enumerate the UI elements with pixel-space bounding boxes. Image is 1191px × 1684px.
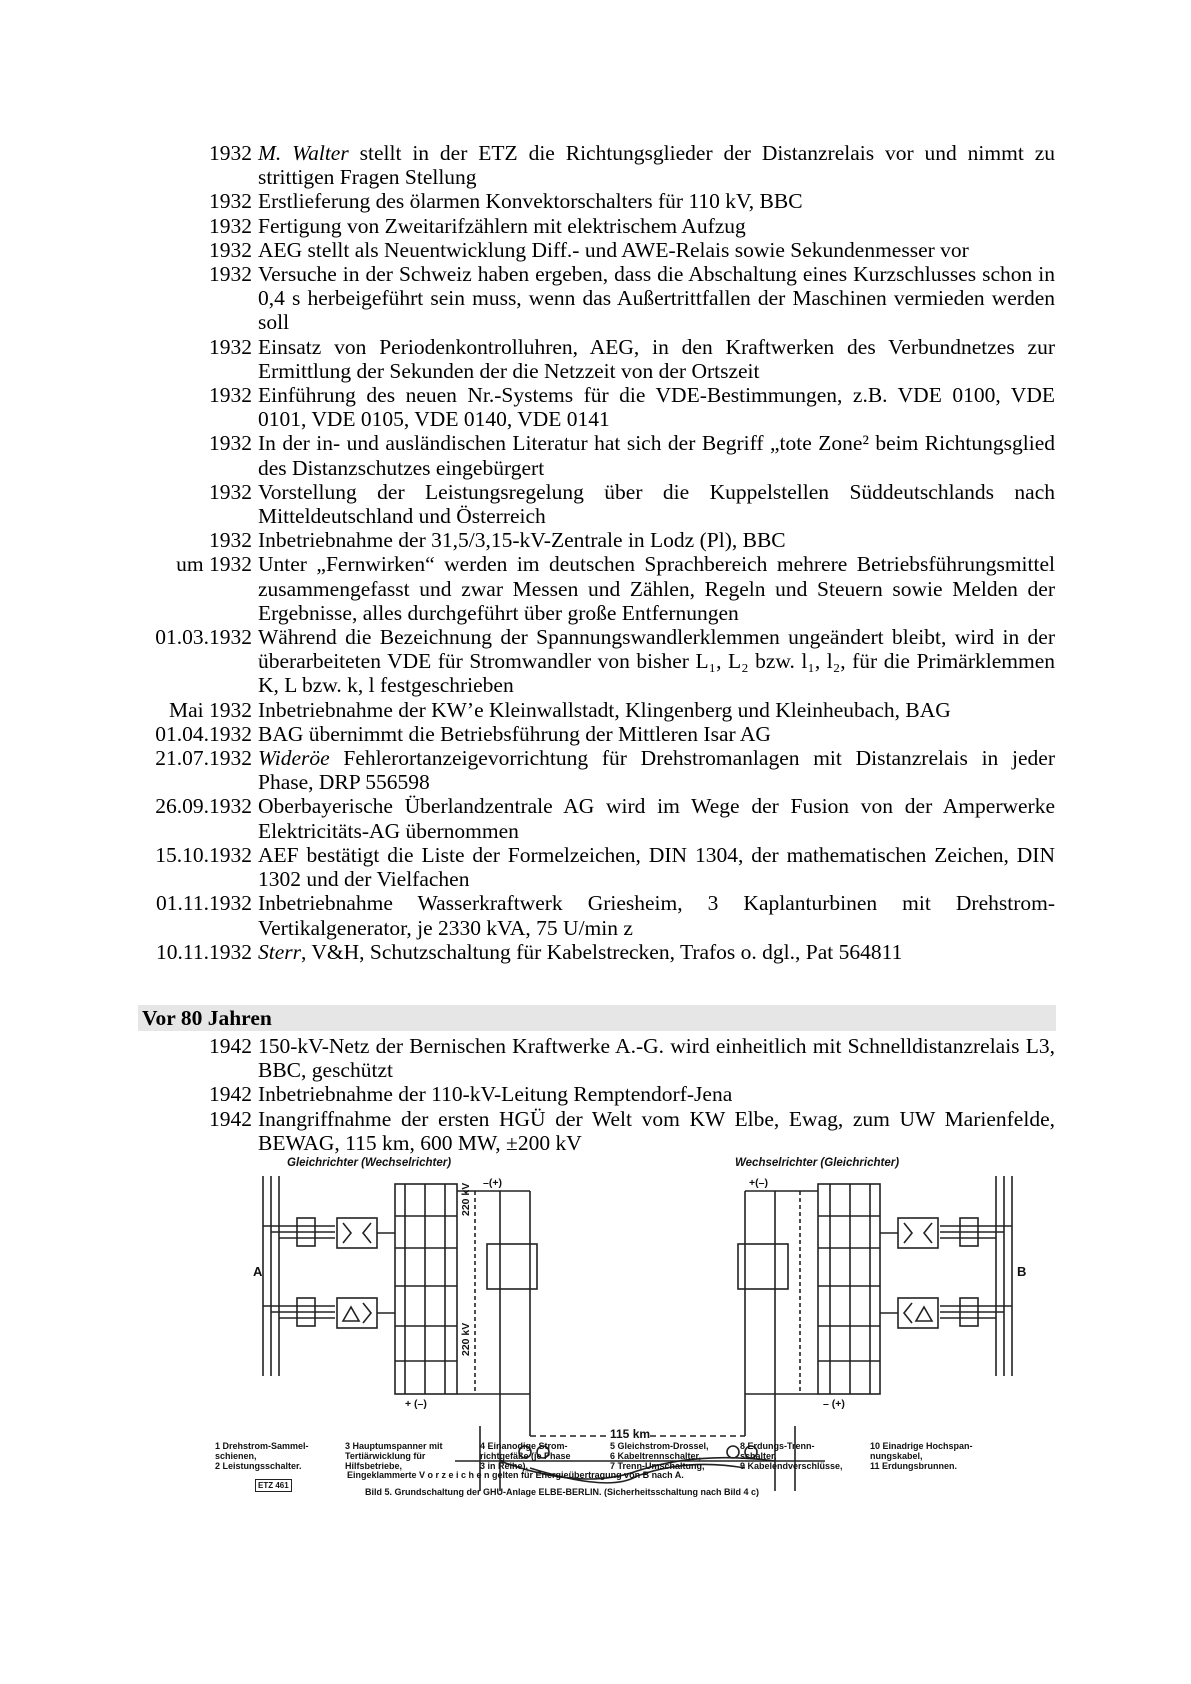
chronology-entry — [140, 189, 1055, 213]
entry-date: 1942 — [209, 1034, 252, 1058]
chronology-list-1932 — [140, 141, 1055, 964]
legend-column — [870, 1441, 973, 1471]
legend-item: schienen, — [215, 1451, 257, 1461]
entry-text-part: Inbetriebnahme der KW’e Kleinwallstadt, Klingenberg und Kleinheubach, BAG — [258, 697, 951, 722]
entry-text-part: Fertigung von Zweitarifzählern mit elektrischem Aufzug — [258, 213, 746, 238]
entry-text — [258, 383, 1055, 431]
legend-item: 6 Kabeltrennschalter, — [610, 1451, 702, 1461]
chronology-entry — [140, 431, 1055, 479]
chronology-entry — [140, 480, 1055, 528]
entry-text-part: Oberbayerische Überlandzentrale AG wird im Wege der Fusion von der Amperwerke Elektricitäts-AG übernommen — [258, 794, 1055, 843]
entry-person-name: M. Walter — [258, 141, 349, 165]
entry-text — [258, 1034, 1055, 1082]
legend-item: Tertiärwicklung für — [345, 1451, 426, 1461]
chronology-entry — [140, 238, 1055, 262]
entry-date: 01.03.1932 — [155, 625, 252, 650]
entry-text — [258, 189, 1055, 213]
entry-date: 1932 — [209, 262, 252, 287]
chronology-entry — [140, 141, 1055, 189]
legend-column — [345, 1441, 443, 1471]
entry-person-name: Sterr — [258, 939, 301, 964]
legend-item: richtgefäße (je Phase — [480, 1451, 571, 1461]
section-heading: Vor 80 Jahren — [138, 1005, 1056, 1031]
legend-note: Eingeklammerte V o r z e i c h e n gelten für Energieübertragung von B nach A. — [347, 1470, 684, 1480]
entry-text-part: Während die Bezeichnung der Spannungswandlerklemmen ungeändert bleibt, wird in der überarbeiteten VDE für Stromwandler von bisher L₁, L₂ bzw. l₁, l₂, für die Primärklemmen K, L bzw. k, l festgeschrieben — [258, 625, 1055, 698]
polarity-right-bottom: – (+) — [823, 1398, 845, 1410]
legend-item: 3 Hauptumspanner mit — [345, 1441, 443, 1451]
entry-text-part: Erstlieferung des ölarmen Konvektorschalters für 110 kV, BBC — [258, 189, 803, 214]
legend-item: nungskabel, — [870, 1451, 923, 1461]
voltage-label-lower: 220 kV — [460, 1322, 472, 1356]
polarity-left-bottom: + (–) — [405, 1398, 427, 1410]
busbar-label-b: B — [1017, 1264, 1027, 1279]
legend-item: schalter, — [740, 1451, 777, 1461]
polarity-right-top: +(–) — [749, 1177, 768, 1189]
entry-text — [258, 891, 1055, 939]
entry-person-name: Wideröe — [258, 746, 330, 771]
entry-text — [258, 746, 1055, 794]
legend-item: 7 Trenn-Umschaltung, — [610, 1461, 705, 1471]
chronology-entry — [140, 746, 1055, 794]
entry-text-part: BAG übernimmt die Betriebsführung der Mittleren Isar AG — [258, 721, 771, 746]
left-station-title: Gleichrichter (Wechselrichter) — [287, 1157, 452, 1169]
figure-caption: Bild 5. Grundschaltung der GHU-Anlage ELBE-BERLIN. (Sicherheitsschaltung nach Bild 4 c) — [365, 1487, 760, 1497]
chronology-entry — [140, 843, 1055, 891]
entry-text-part: Unter „Fernwirken“ werden im deutschen Sprachbereich mehrere Betriebsführungsmittel zusammengefasst und zwar Messen und Zählen, Regeln und Steuern sowie Melden der Ergebnisse, alles durchgeführt über große Entfernungen — [258, 552, 1055, 625]
entry-text — [258, 625, 1055, 698]
entry-text — [258, 698, 1055, 722]
entry-text-part: Fehlerortanzeigevorrichtung für Drehstromanlagen mit Distanzrelais in jeder Phase, DRP 556598 — [258, 746, 1055, 795]
entry-text — [258, 214, 1055, 238]
chronology-entry — [140, 891, 1055, 939]
chronology-entry — [140, 383, 1055, 431]
entry-text — [258, 552, 1055, 625]
entry-text — [258, 480, 1055, 528]
entry-text-part: In der in- und ausländischen Literatur hat sich der Begriff „tote Zone² beim Richtungsglied des Distanzschutzes eingebürgert — [258, 431, 1055, 480]
entry-text — [258, 1107, 1055, 1155]
entry-text-part: , V&H, Schutzschaltung für Kabelstrecken, Trafos o. dgl., Pat 564811 — [301, 939, 903, 964]
chronology-entry — [140, 214, 1055, 238]
entry-text — [258, 528, 1055, 552]
chronology-entry — [140, 794, 1055, 842]
entry-date: 26.09.1932 — [155, 794, 252, 819]
entry-date: 10.11.1932 — [156, 939, 252, 964]
entry-date: 1932 — [209, 383, 252, 408]
legend-item: 5 Gleichstrom-Drossel, — [610, 1441, 709, 1451]
chronology-entry — [140, 940, 1055, 964]
entry-date: 21.07.1932 — [155, 746, 252, 771]
entry-date: 01.04.1932 — [155, 721, 252, 746]
busbar-label-a: A — [253, 1264, 263, 1279]
legend-item: 8 Erdungs-Trenn- — [740, 1441, 815, 1451]
entry-text-part: Inbetriebnahme Wasserkraftwerk Griesheim, 3 Kaplanturbinen mit Drehstrom-Vertikalgenerator, je 2330 kVA, 75 U/min z — [258, 891, 1055, 940]
legend-column — [215, 1441, 309, 1471]
entry-text-part: AEF bestätigt die Liste der Formelzeichen, DIN 1304, der mathematischen Zeichen, DIN 1302 und der Vielfachen — [258, 842, 1055, 892]
legend-column — [480, 1441, 571, 1471]
voltage-label-upper: 220 kV — [460, 1182, 472, 1216]
entry-text-part: Vorstellung der Leistungsregelung über die Kuppelstellen Süddeutschlands nach Mitteldeutschland und Österreich — [258, 479, 1055, 529]
chronology-entry — [140, 698, 1055, 722]
legend-column — [610, 1441, 709, 1471]
entry-date: 1932 — [209, 528, 252, 553]
chronology-entry — [140, 625, 1055, 698]
entry-text — [258, 843, 1055, 891]
entry-text-part: Inbetriebnahme der 31,5/3,15-kV-Zentrale in Lodz (Pl), BBC — [258, 528, 786, 553]
chronology-entry — [140, 552, 1055, 625]
entry-date: 1932 — [209, 189, 252, 214]
legend-item: 1 Drehstrom-Sammel- — [215, 1441, 309, 1451]
legend-item: 11 Erdungsbrunnen. — [870, 1461, 958, 1471]
entry-date: 1932 — [209, 141, 252, 165]
entry-text-part: Versuche in der Schweiz haben ergeben, dass die Abschaltung eines Kurzschlusses schon in 0,4 s herbeigeführt sein muss, wenn das Außertrittfallen der Maschinen vermieden werden soll — [258, 262, 1055, 335]
right-station-title: Wechselrichter (Gleichrichter) — [735, 1157, 900, 1169]
chronology-entry — [140, 262, 1055, 335]
entry-text-part: Inangriffnahme der ersten HGÜ der Welt vom KW Elbe, Ewag, zum UW Marienfelde, BEWAG, 115 km, 600 MW, ±200 kV — [258, 1106, 1055, 1155]
chronology-entry — [140, 722, 1055, 746]
legend-item: 10 Einadrige Hochspan- — [870, 1441, 973, 1451]
entry-date: um 1932 — [176, 552, 252, 577]
chronology-entry — [140, 1082, 1055, 1106]
entry-date: 01.11.1932 — [156, 891, 252, 916]
chronology-list-1942 — [140, 1034, 1055, 1155]
entry-text-part: Inbetriebnahme der 110-kV-Leitung Remptendorf-Jena — [258, 1082, 733, 1107]
entry-text — [258, 141, 1055, 189]
legend-item: Hilfsbetriebe, — [345, 1461, 403, 1471]
entry-date: 1932 — [209, 334, 252, 359]
polarity-left-top: –(+) — [483, 1177, 502, 1189]
hvdc-circuit-figure — [215, 1156, 1050, 1512]
entry-text-part: stellt in der ETZ die Richtungsglieder der Distanzrelais vor und nimmt zu strittigen Fragen Stellung — [258, 141, 1056, 190]
entry-date: 1942 — [209, 1082, 252, 1107]
legend-item: 2 Leistungsschalter. — [215, 1461, 302, 1471]
entry-date: 1942 — [209, 1106, 252, 1131]
distance-label: 115 km — [610, 1427, 651, 1441]
entry-date: 15.10.1932 — [155, 842, 252, 867]
entry-text — [258, 794, 1055, 842]
entry-text — [258, 262, 1055, 335]
chronology-entry — [140, 528, 1055, 552]
chronology-entry — [140, 1034, 1055, 1082]
entry-date: 1932 — [209, 431, 252, 456]
entry-text — [258, 335, 1055, 383]
entry-date: 1932 — [209, 237, 252, 262]
entry-date: 1932 — [209, 213, 252, 238]
entry-date: Mai 1932 — [168, 697, 252, 722]
chronology-entry — [140, 335, 1055, 383]
entry-text-part: Einführung des neuen Nr.-Systems für die VDE-Bestimmungen, z.B. VDE 0100, VDE 0101, VDE 0105, VDE 0140, VDE 0141 — [258, 383, 1055, 432]
legend-item: 4 Einanodige Strom- — [480, 1441, 568, 1451]
entry-text-part: 150-kV-Netz der Bernischen Kraftwerke A.-G. wird einheitlich mit Schnelldistanzrelais L3, BBC, geschützt — [258, 1034, 1055, 1083]
chronology-entry — [140, 1107, 1055, 1155]
entry-text — [258, 1082, 1055, 1106]
entry-text — [258, 431, 1055, 479]
legend-item: 9 Kabelendverschlüsse, — [740, 1461, 843, 1471]
figure-stamp: ETZ 461 — [255, 1479, 292, 1492]
legend-item: 3 in Reihe), — [480, 1461, 529, 1471]
legend-column — [740, 1441, 843, 1471]
entry-text-part: Einsatz von Periodenkontrolluhren, AEG, in den Kraftwerken des Verbundnetzes zur Ermittlung der Sekunden der die Netzzeit von der Ortszeit — [258, 334, 1055, 383]
entry-text — [258, 238, 1055, 262]
entry-text — [258, 722, 1055, 746]
entry-text-part: AEG stellt als Neuentwicklung Diff.- und AWE-Relais sowie Sekundenmesser vor — [258, 237, 969, 262]
entry-text — [258, 940, 1055, 964]
entry-date: 1932 — [209, 479, 252, 504]
